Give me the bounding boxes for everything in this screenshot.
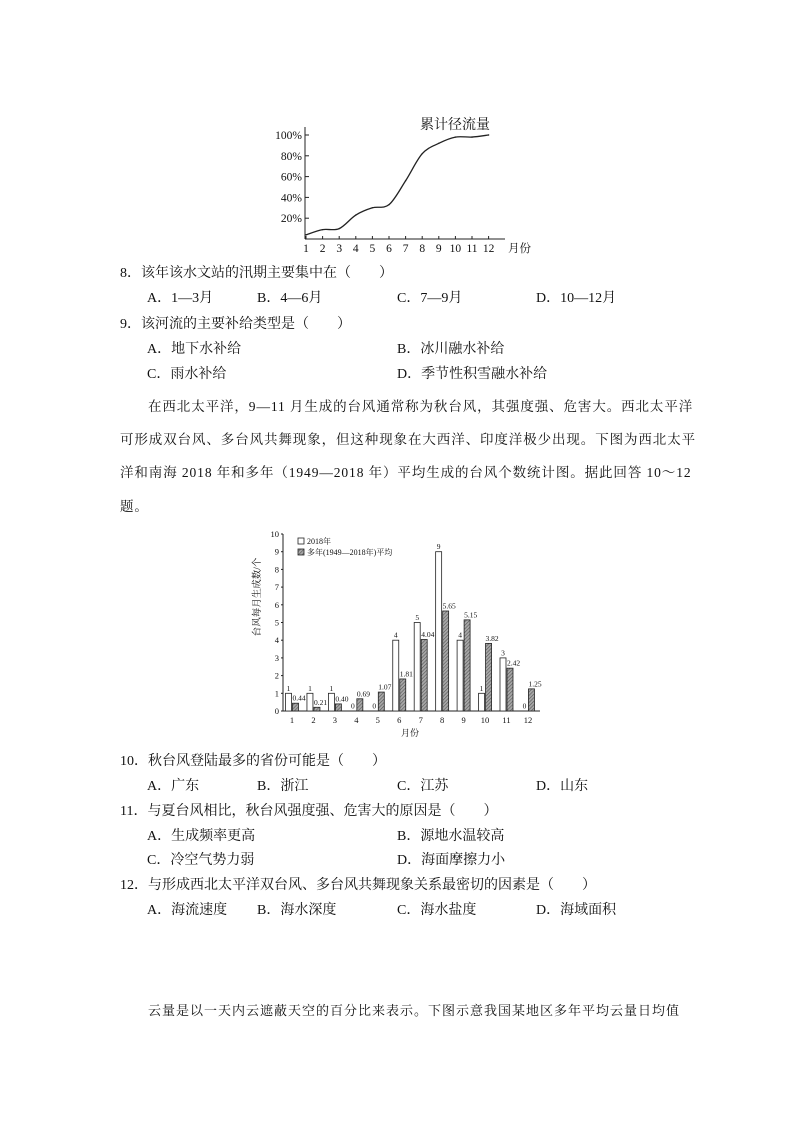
bar-2018-month-2 [307, 693, 313, 711]
question-9-option-c: C．雨水补给 [147, 367, 227, 382]
runoff-point-month-6 [388, 204, 389, 205]
data-label-average: 0.21 [313, 697, 328, 707]
runoff-point-month-5 [372, 207, 373, 208]
bar-2018-month-6 [393, 640, 399, 711]
data-label-average: 5.65 [442, 601, 456, 611]
question-10-option-d: D．山东 [536, 779, 589, 794]
data-label-2018: 0 [350, 701, 355, 711]
x-tick-label: 5 [369, 243, 376, 255]
y-tick-label: 8 [274, 564, 279, 575]
data-label-2018: 1 [329, 683, 334, 693]
x-tick-label: 2 [311, 715, 316, 725]
y-tick-label: 10 [270, 529, 279, 539]
data-label-average: 1.25 [528, 679, 542, 689]
legend-swatch-average [298, 549, 304, 555]
runoff-point-month-9 [438, 143, 439, 144]
passage-line-3: 洋和南海 2018 年和多年（1949—2018 年）平均生成的台风个数统计图。据此回答 10～12 [120, 465, 692, 480]
question-11-option-b: B．源地水温较高 [397, 829, 505, 844]
legend-label-2018: 2018年 [307, 537, 331, 546]
data-label-average: 4.04 [421, 629, 435, 639]
x-axis-label: 月份 [508, 243, 531, 255]
cumulative-runoff-line [306, 135, 489, 235]
y-tick-label: 40% [280, 192, 302, 205]
y-tick-label: 100% [275, 130, 302, 142]
runoff-point-month-4 [355, 214, 356, 215]
x-tick-label: 9 [435, 243, 442, 255]
chart-title: 累计径流量 [420, 118, 490, 133]
data-label-average: 0.44 [292, 693, 306, 703]
question-8-option-d: D．10—12月 [536, 291, 617, 306]
data-label-2018: 4 [458, 630, 462, 640]
bar-average-month-12 [528, 689, 534, 711]
data-label-average: 0.40 [335, 694, 349, 704]
bar-2018-month-9 [457, 640, 463, 711]
y-tick-label: 60% [280, 171, 302, 184]
runoff-point-month-3 [339, 228, 340, 229]
x-tick-label: 4 [352, 243, 359, 255]
bar-average-month-2 [314, 707, 320, 711]
data-label-average: 0.69 [356, 689, 370, 699]
y-tick-label: 6 [274, 599, 279, 610]
bar-average-month-1 [293, 703, 299, 711]
question-10-option-a: A．广东 [147, 779, 200, 794]
runoff-point-month-2 [322, 229, 323, 230]
question-8-option-b: B．4—6月 [257, 291, 323, 306]
question-8-option-a: A．1—3月 [147, 291, 214, 306]
question-9-option-d: D．季节性积雪融水补给 [397, 367, 548, 382]
data-label-2018: 1 [286, 683, 291, 693]
question-9-option-b: B．冰川融水补给 [397, 342, 505, 357]
data-label-2018: 4 [393, 630, 398, 640]
bar-average-month-8 [443, 611, 449, 711]
y-tick-label: 7 [274, 582, 279, 593]
bar-average-month-4 [357, 699, 363, 711]
question-12-option-b: B．海水深度 [257, 903, 337, 918]
data-label-2018: 1 [479, 683, 484, 693]
x-tick-label: 8 [440, 715, 445, 725]
passage-line-2: 可形成双台风、多台风共舞现象，但这种现象在大西洋、印度洋极少出现。下图为西北太平 [120, 432, 696, 447]
x-tick-label: 11 [502, 715, 511, 725]
runoff-point-month-1 [305, 234, 306, 235]
runoff-point-month-11 [471, 136, 472, 137]
x-tick-label: 11 [466, 243, 478, 255]
data-label-average: 3.82 [485, 633, 499, 643]
y-tick-label: 0 [274, 706, 279, 716]
bar-average-month-7 [421, 639, 427, 711]
bar-2018-month-8 [436, 552, 442, 711]
x-tick-label: 9 [461, 715, 466, 725]
question-12-stem: 12．与形成西北太平洋双台风、多台风共舞现象关系最密切的因素是（ ） [120, 878, 596, 893]
x-tick-label: 2 [319, 243, 326, 255]
data-label-2018: 0 [372, 701, 377, 711]
bar-2018-month-11 [500, 658, 506, 711]
data-label-2018: 0 [522, 701, 527, 711]
runoff-point-month-10 [455, 136, 456, 137]
question-12-option-d: D．海域面积 [536, 903, 617, 918]
bar-2018-month-10 [479, 693, 485, 711]
bar-2018-month-7 [414, 623, 420, 712]
runoff-point-month-12 [488, 134, 489, 135]
y-tick-label: 1 [274, 688, 279, 699]
x-tick-label: 6 [397, 715, 402, 725]
runoff-point-month-7 [405, 180, 406, 181]
data-label-2018: 9 [436, 542, 441, 552]
bar-average-month-6 [400, 679, 406, 711]
bar-average-month-10 [486, 643, 492, 711]
next-passage-line: 云量是以一天内云遮蔽天空的百分比来表示。下图示意我国某地区多年平均云量日均值 [148, 1003, 681, 1018]
data-label-2018: 1 [308, 683, 312, 693]
runoff-point-month-8 [422, 153, 423, 154]
question-8-option-c: C．7—9月 [397, 291, 463, 306]
question-10-option-b: B．浙江 [257, 779, 309, 794]
passage-line-1: 在西北太平洋，9—11 月生成的台风通常称为秋台风，其强度强、危害大。西北太平洋 [148, 399, 694, 414]
data-label-average: 1.07 [378, 682, 392, 692]
y-tick-label: 9 [274, 546, 279, 557]
y-tick-label: 3 [274, 652, 279, 663]
y-tick-label: 2 [274, 670, 279, 681]
y-tick-label: 20% [280, 213, 302, 226]
x-tick-label: 5 [375, 715, 380, 725]
y-tick-label: 80% [280, 150, 302, 163]
x-tick-label: 4 [354, 715, 359, 725]
data-label-average: 1.81 [399, 669, 413, 679]
bar-2018-month-3 [328, 693, 334, 711]
bar-average-month-3 [335, 704, 341, 711]
x-tick-label: 6 [386, 243, 392, 255]
y-tick-label: 5 [274, 617, 279, 628]
x-tick-label: 1 [289, 715, 295, 725]
x-tick-label: 12 [482, 243, 495, 255]
x-tick-label: 10 [480, 715, 490, 725]
question-11-option-a: A．生成频率更高 [147, 829, 256, 844]
x-tick-label: 10 [449, 243, 462, 255]
question-11-option-d: D．海面摩擦力小 [397, 853, 506, 868]
bar-average-month-5 [378, 692, 384, 711]
question-8-stem: 8．该年该水文站的汛期主要集中在（ ） [120, 266, 393, 281]
bar-2018-month-1 [286, 693, 292, 711]
passage-line-4: 题。 [120, 499, 149, 514]
x-axis-label: 月份 [400, 728, 420, 738]
question-9-stem: 9．该河流的主要补给类型是（ ） [120, 317, 351, 332]
x-tick-label: 8 [419, 243, 426, 255]
question-12-option-c: C．海水盐度 [397, 903, 477, 918]
x-tick-label: 12 [523, 715, 533, 725]
data-label-2018: 5 [415, 613, 420, 622]
data-label-average: 2.42 [507, 658, 521, 668]
question-11-stem: 11．与夏台风相比，秋台风强度强、危害大的原因是（ ） [120, 804, 498, 819]
x-tick-label: 7 [402, 243, 409, 255]
x-tick-label: 7 [418, 715, 423, 725]
x-tick-label: 1 [303, 243, 309, 255]
cumulative-runoff-chart [255, 110, 545, 260]
bar-average-month-9 [464, 620, 470, 711]
y-axis-label: 台风每月生成数/个 [253, 557, 263, 637]
question-10-option-c: C．江苏 [397, 779, 449, 794]
legend-label-average: 多年(1949—2018年)平均 [307, 548, 393, 557]
x-tick-label: 3 [332, 715, 338, 725]
typhoon-count-chart [250, 525, 550, 745]
question-9-option-a: A．地下水补给 [147, 342, 242, 357]
data-label-average: 5.15 [464, 610, 478, 620]
question-12-option-a: A．海流速度 [147, 903, 228, 918]
legend-swatch-2018 [298, 538, 304, 544]
data-label-2018: 3 [501, 648, 505, 658]
question-10-stem: 10．秋台风登陆最多的省份可能是（ ） [120, 754, 386, 769]
bar-average-month-11 [507, 668, 513, 711]
y-tick-label: 4 [274, 635, 279, 646]
x-tick-label: 3 [336, 243, 343, 255]
question-11-option-c: C．冷空气势力弱 [147, 853, 255, 868]
